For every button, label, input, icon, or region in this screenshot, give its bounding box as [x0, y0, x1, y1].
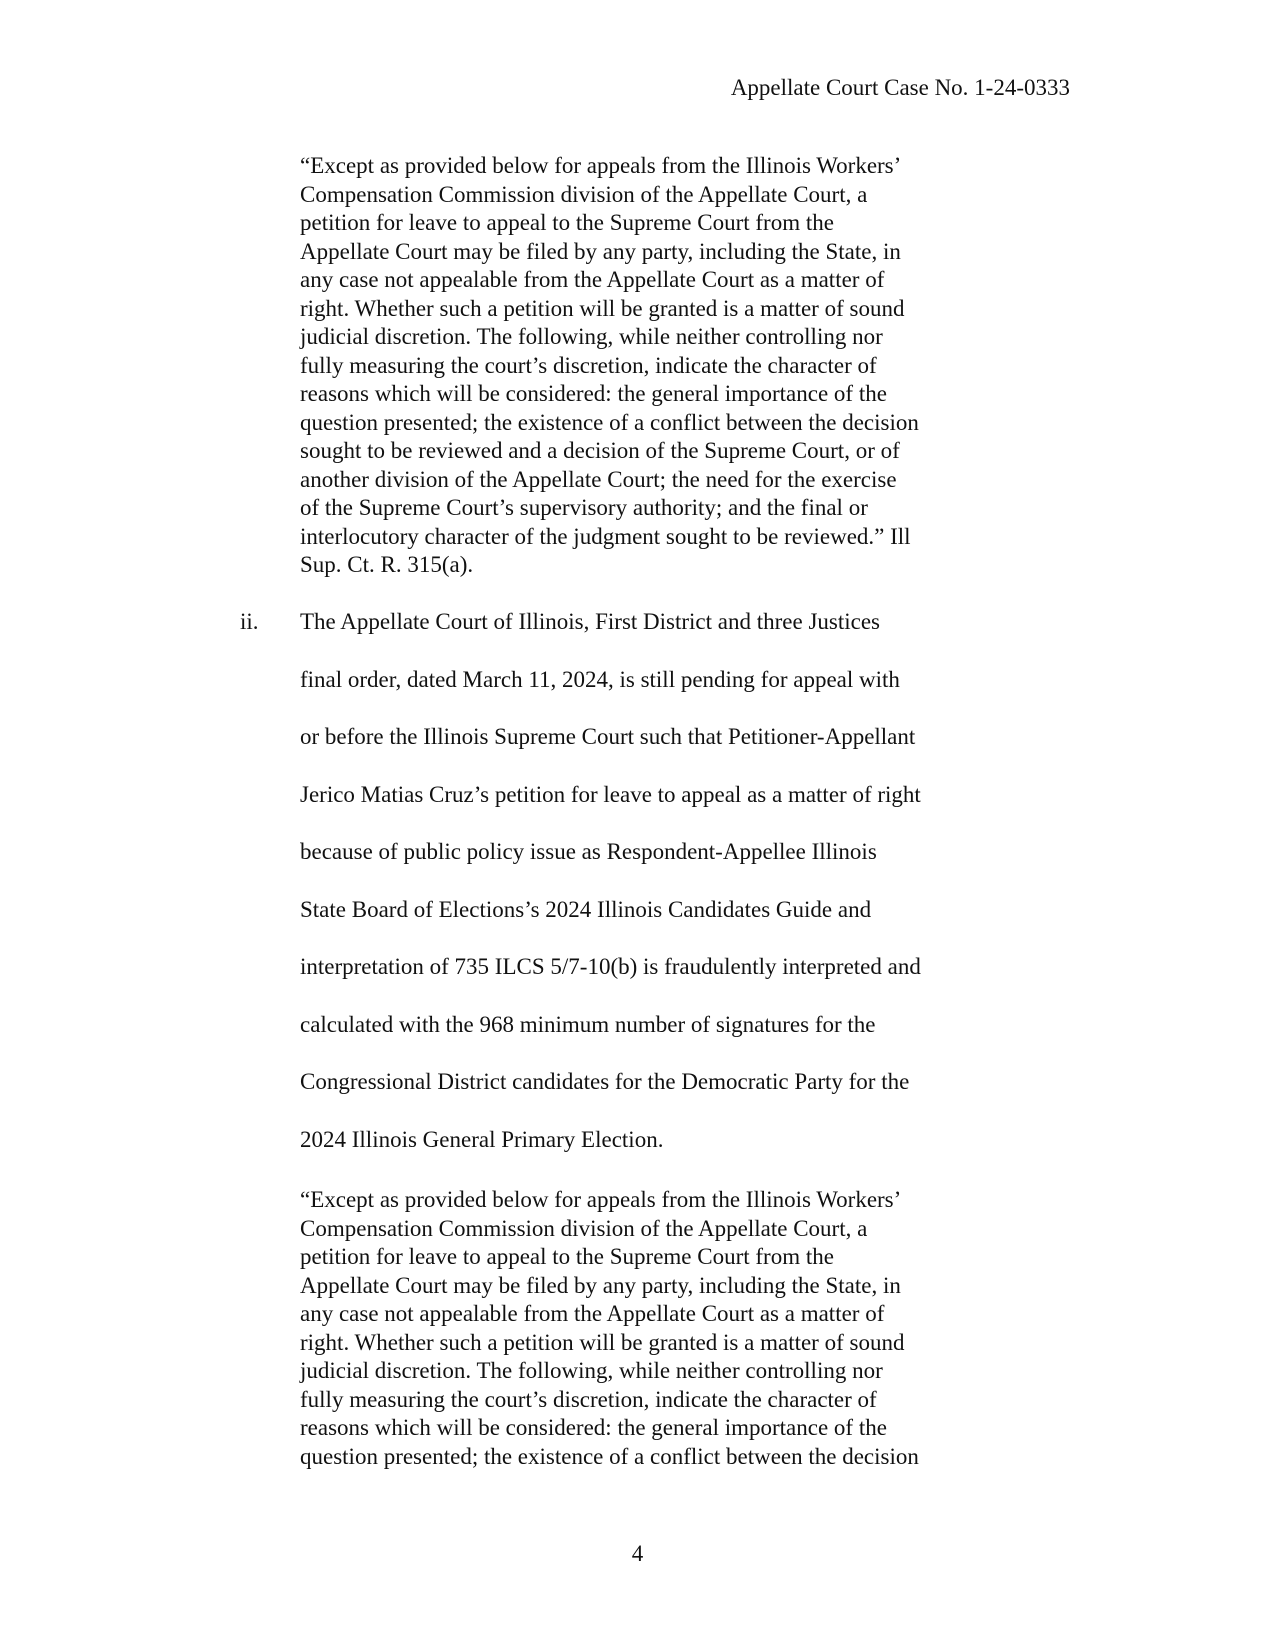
quote-line: any case not appealable from the Appellate Court as a matter of [300, 1301, 885, 1326]
quote-line: fully measuring the court’s discretion, indicate the character of [300, 352, 877, 378]
paragraph-line: State Board of Elections’s 2024 Illinois Candidates Guide and [300, 896, 872, 922]
paragraph-line: or before the Illinois Supreme Court such that Petitioner-Appellant [300, 724, 916, 749]
quote-line: right. Whether such a petition will be granted is a matter of sound [300, 1329, 905, 1355]
quote-line: any case not appealable from the Appellate Court as a matter of [300, 267, 885, 292]
quote-line: reasons which will be considered: the general importance of the [300, 1415, 887, 1440]
quote-line: question presented; the existence of a conflict between the decision [300, 409, 919, 435]
quote-line: interlocutory character of the judgment sought to be reviewed.” Ill [300, 523, 911, 549]
quote-line: fully measuring the court’s discretion, indicate the character of [300, 1386, 877, 1412]
block-quote-rule-315 [300, 152, 980, 580]
quote-line: right. Whether such a petition will be granted is a matter of sound [300, 295, 905, 321]
quote-line: Compensation Commission division of the Appellate Court, a [300, 1215, 868, 1241]
quote-line: petition for leave to appeal to the Supreme Court from the [300, 1244, 834, 1269]
paragraph-line: calculated with the 968 minimum number of signatures for the [300, 1011, 876, 1037]
quote-line: “Except as provided below for appeals from the Illinois Workers’ [300, 1187, 902, 1212]
paragraph-line: Congressional District candidates for the Democratic Party for the [300, 1069, 910, 1094]
quote-line: reasons which will be considered: the general importance of the [300, 381, 887, 406]
quote-line: of the Supreme Court’s supervisory authority; and the final or [300, 495, 868, 520]
list-item-paragraph [300, 608, 921, 1183]
list-item-marker: ii. [240, 609, 259, 634]
quote-line: Appellate Court may be filed by any party, including the State, in [300, 238, 901, 264]
quote-line: petition for leave to appeal to the Supreme Court from the [300, 210, 834, 235]
quote-line: judicial discretion. The following, while neither controlling nor [300, 324, 883, 349]
paragraph-line: final order, dated March 11, 2024, is still pending for appeal with [300, 666, 900, 692]
paragraph-line: interpretation of 735 ILCS 5/7-10(b) is fraudulently interpreted and [300, 954, 921, 979]
page-number: 4 [631, 1541, 644, 1566]
paragraph-line: Jerico Matias Cruz’s petition for leave to appeal as a matter of right [300, 781, 921, 807]
case-number-header: Appellate Court Case No. 1-24-0333 [730, 75, 1070, 100]
quote-line: Sup. Ct. R. 315(a). [300, 552, 474, 577]
paragraph-line: The Appellate Court of Illinois, First District and three Justices [300, 609, 881, 634]
quote-line: Compensation Commission division of the Appellate Court, a [300, 181, 868, 207]
paragraph-line: because of public policy issue as Respondent-Appellee Illinois [300, 839, 877, 864]
quote-line: question presented; the existence of a conflict between the decision [300, 1443, 919, 1469]
quote-line: sought to be reviewed and a decision of the Supreme Court, or of [300, 438, 900, 463]
quote-line: another division of the Appellate Court; the need for the exercise [300, 466, 897, 492]
quote-line: “Except as provided below for appeals from the Illinois Workers’ [300, 153, 902, 178]
quote-line: judicial discretion. The following, while neither controlling nor [300, 1358, 883, 1383]
quote-line: Appellate Court may be filed by any party, including the State, in [300, 1272, 901, 1298]
block-quote-rule-315-repeat [300, 1186, 980, 1471]
paragraph-line: 2024 Illinois General Primary Election. [300, 1126, 664, 1152]
